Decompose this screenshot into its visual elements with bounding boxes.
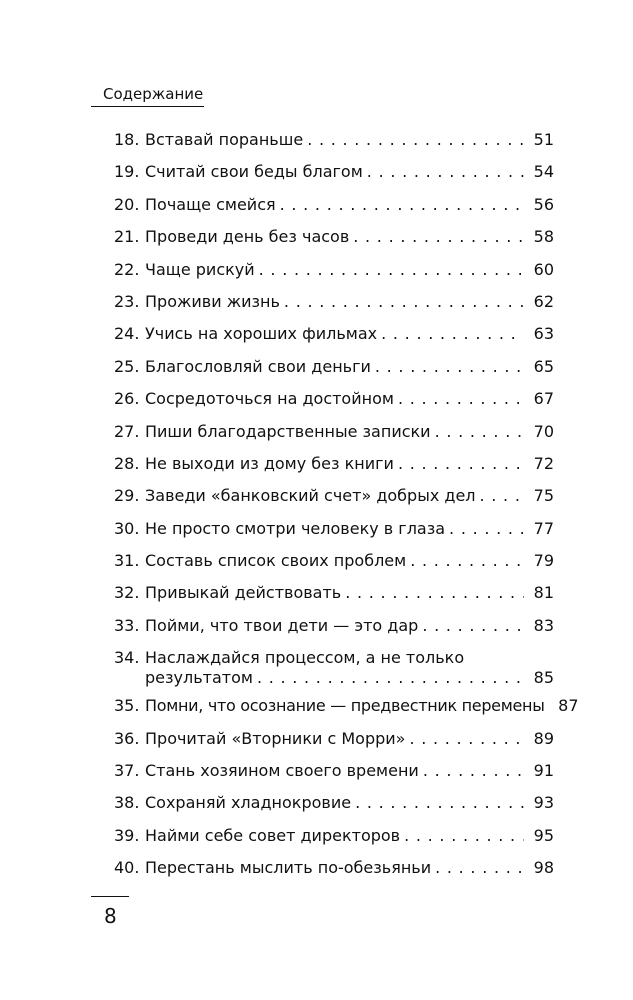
entry-title: Прочитай «Вторники с Морри»: [145, 728, 406, 748]
dot-leader: [303, 124, 524, 156]
entry-title: Не выходи из дому без книги: [145, 453, 394, 473]
entry-title: Найми себе совет директоров: [145, 825, 401, 845]
entry-title: Сосредоточься на достойном: [145, 389, 394, 409]
toc-entry: [114, 221, 554, 253]
toc-entry: [114, 545, 554, 577]
dot-leader: [394, 383, 524, 415]
entry-number: 29.: [114, 486, 140, 506]
entry-title: Сохраняй хладнокровие: [145, 793, 352, 813]
toc-entry: [114, 787, 554, 819]
entry-page: 65: [533, 356, 554, 376]
toc-entry: [114, 852, 554, 884]
entry-page: 95: [533, 825, 554, 845]
entry-page: 89: [533, 728, 554, 748]
toc-entry: [114, 351, 554, 383]
entry-title-line1: Наслаждайся процессом, а не только: [145, 648, 465, 668]
entry-page: 81: [533, 583, 554, 603]
entry-page: 87: [558, 696, 579, 716]
entry-number: 19.: [114, 162, 140, 182]
dot-leader: [419, 755, 524, 787]
dot-leader: [351, 787, 524, 819]
dot-leader: [418, 610, 524, 642]
entry-title: Считай свои беды благом: [145, 162, 363, 182]
entry-title: Чаще рискуй: [145, 259, 255, 279]
entry-number: 30.: [114, 518, 140, 538]
entry-title: Почаще смейся: [145, 194, 276, 214]
entry-number: 28.: [114, 453, 140, 473]
entry-title: Пиши благодарственные записки: [145, 421, 431, 441]
dot-leader: [431, 852, 524, 884]
footer-rule: [91, 896, 129, 897]
entry-page: 54: [533, 162, 554, 182]
dot-leader: [280, 286, 524, 318]
entry-number: 33.: [114, 615, 140, 635]
toc-entry: [114, 318, 554, 350]
entry-number: 31.: [114, 551, 140, 571]
entry-page: 75: [533, 486, 554, 506]
toc-entry: [114, 723, 554, 755]
header-rule: [91, 106, 204, 107]
entry-number: 34.: [114, 648, 140, 668]
page-number: 8: [104, 904, 117, 928]
toc-entry: [114, 189, 554, 221]
entry-page: 67: [533, 389, 554, 409]
entry-title: Заведи «банковский счет» добрых дел: [145, 486, 476, 506]
entry-title: Стань хозяином своего времени: [145, 761, 419, 781]
toc-entry: [114, 480, 554, 512]
entry-number: 37.: [114, 761, 140, 781]
table-of-contents: [114, 124, 579, 885]
toc-entry: [114, 513, 554, 545]
entry-page: 62: [533, 291, 554, 311]
dot-leader: [377, 318, 524, 350]
dot-leader: [276, 189, 524, 221]
dot-leader: [349, 221, 524, 253]
entry-page: 63: [533, 324, 554, 344]
dot-leader: [476, 480, 524, 512]
toc-entry: [114, 286, 554, 318]
entry-number: 25.: [114, 356, 140, 376]
entry-number: 32.: [114, 583, 140, 603]
dot-leader: [371, 351, 524, 383]
entry-number: 40.: [114, 858, 140, 878]
toc-entry: [114, 642, 554, 690]
entry-page: 83: [533, 615, 554, 635]
entry-title: Пойми, что твои дети — это дар: [145, 615, 419, 635]
entry-title-line2: результатом: [145, 668, 253, 688]
dot-leader: [405, 723, 524, 755]
entry-title: Составь список своих проблем: [145, 551, 407, 571]
entry-page: 60: [533, 259, 554, 279]
toc-entry: [114, 448, 554, 480]
entry-number: 36.: [114, 728, 140, 748]
entry-page: 98: [533, 858, 554, 878]
entry-number: 24.: [114, 324, 140, 344]
entry-page: 79: [533, 551, 554, 571]
entry-title: Привыкай действовать: [145, 583, 342, 603]
toc-entry: [114, 124, 554, 156]
dot-leader: [363, 156, 524, 188]
dot-leader: [445, 513, 524, 545]
entry-page: 56: [533, 194, 554, 214]
dot-leader: [431, 416, 524, 448]
entry-number: 38.: [114, 793, 140, 813]
entry-number: 21.: [114, 227, 140, 247]
entry-number: 35.: [114, 696, 140, 716]
dot-leader: [341, 577, 524, 609]
toc-entry: [114, 383, 554, 415]
entry-page: 58: [533, 227, 554, 247]
entry-page: 93: [533, 793, 554, 813]
dot-leader: [406, 545, 524, 577]
entry-number: 27.: [114, 421, 140, 441]
toc-entry: [114, 820, 554, 852]
dot-leader: [394, 448, 524, 480]
entry-title: Благословляй свои деньги: [145, 356, 371, 376]
entry-page: 91: [533, 761, 554, 781]
entry-title: Не просто смотри человеку в глаза: [145, 518, 446, 538]
toc-entry: [114, 254, 554, 286]
entry-number: 22.: [114, 259, 140, 279]
toc-entry: [114, 577, 554, 609]
toc-entry: [114, 416, 554, 448]
entry-title: Вставай пораньше: [145, 130, 304, 149]
entry-title: Учись на хороших фильмах: [145, 324, 378, 344]
entry-title: Перестань мыслить по-обезьяньи: [145, 858, 432, 878]
entry-number: 39.: [114, 825, 140, 845]
toc-entry: [114, 755, 554, 787]
entry-title: Помни, что осознание — предвестник перемены: [145, 696, 545, 716]
entry-number: 20.: [114, 194, 140, 214]
entry-page: 85: [533, 668, 554, 688]
entry-page: 77: [533, 518, 554, 538]
entry-page: 70: [533, 421, 554, 441]
entry-number: 26.: [114, 389, 140, 409]
entry-title: Проведи день без часов: [145, 227, 350, 247]
toc-entry: [114, 690, 579, 722]
dot-leader: [255, 254, 524, 286]
entry-page: 51: [533, 130, 554, 149]
running-header: Содержание: [103, 85, 204, 103]
entry-title: Проживи жизнь: [145, 291, 280, 311]
entry-number: 23.: [114, 291, 140, 311]
dot-leader: [400, 820, 524, 852]
toc-entry: [114, 610, 554, 642]
entry-page: 72: [533, 453, 554, 473]
toc-entry: [114, 156, 554, 188]
entry-number: 18.: [114, 130, 140, 149]
